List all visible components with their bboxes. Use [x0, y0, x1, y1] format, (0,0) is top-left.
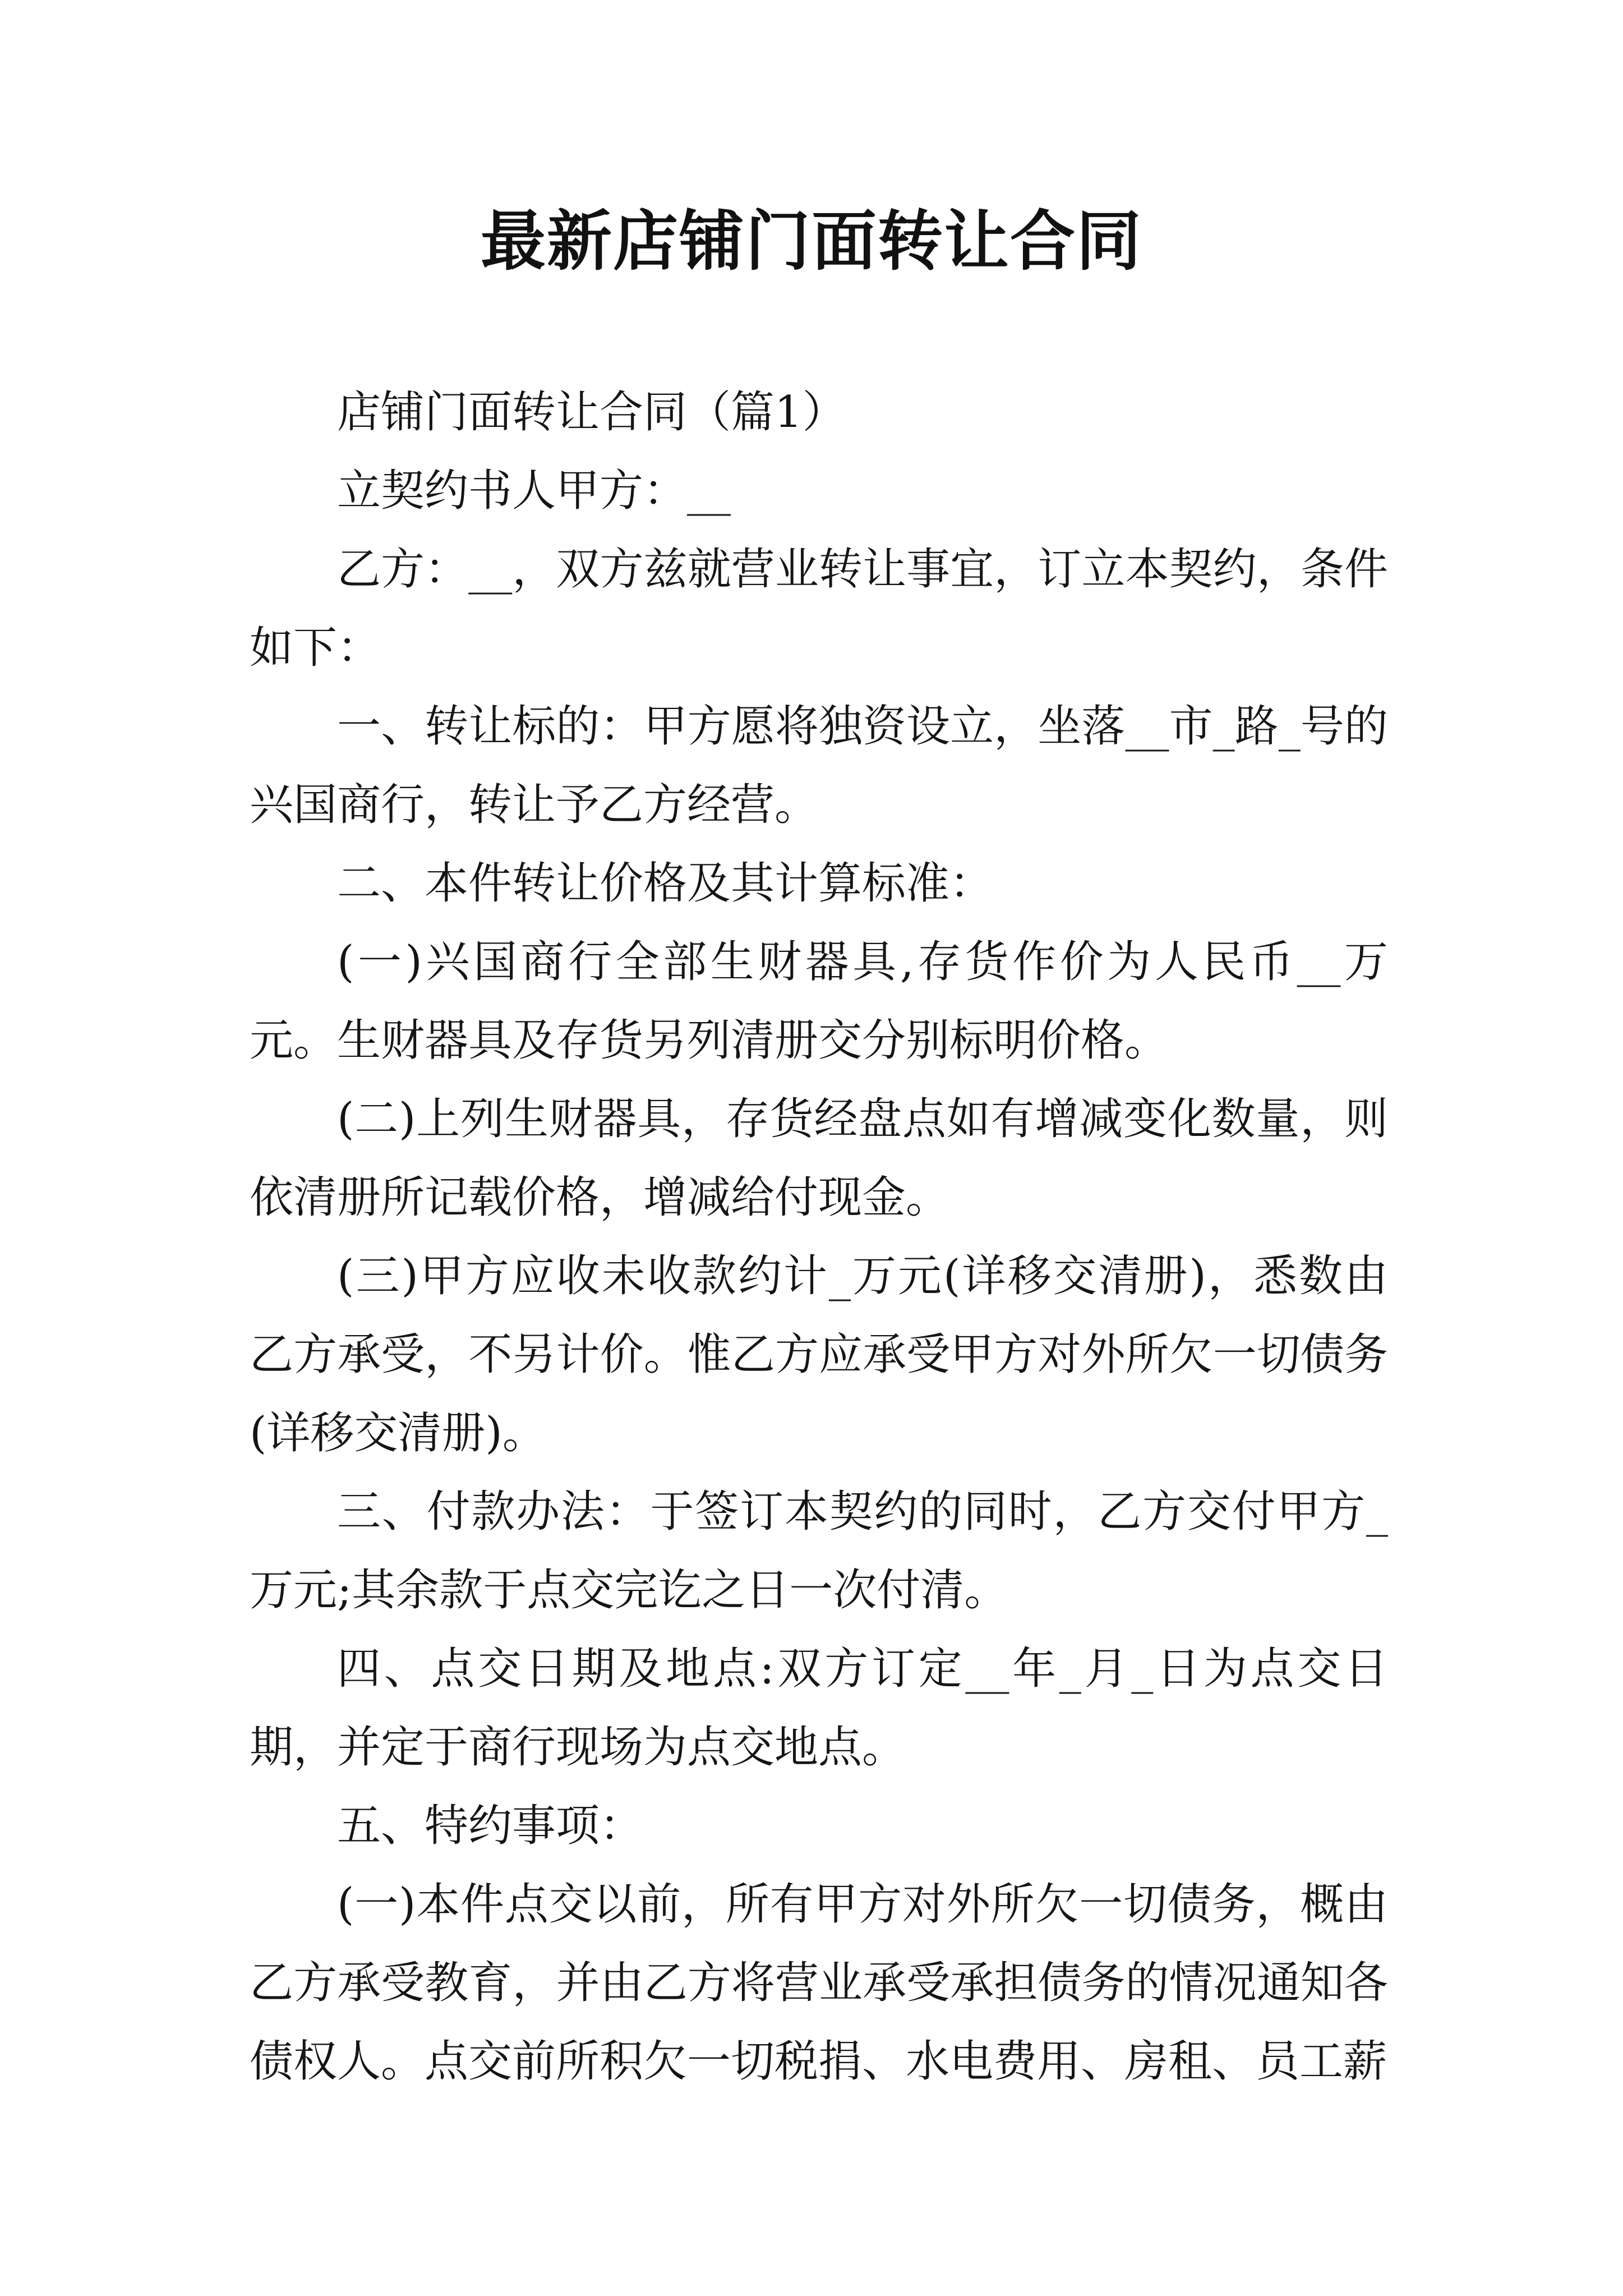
- paragraph-clause-2-3: (三)甲方应收未收款约计_万元(详移交清册)，悉数由乙方承受，不另计价。惟乙方应承受甲方对外所欠一切债务(详移交清册)。: [250, 1251, 1388, 1458]
- paragraph-clause-5: 五、特约事项：: [337, 1801, 644, 1851]
- paragraph-clause-2: 二、本件转让价格及其计算标准：: [337, 858, 994, 909]
- paragraph-clause-3: 三、付款办法：于签订本契约的同时，乙方交付甲方_万元;其余款于点交完讫之日一次付清。: [250, 1487, 1388, 1616]
- paragraph-clause-4: 四、点交日期及地点:双方订定__年_月_日为点交日期，并定于商行现场为点交地点。: [250, 1644, 1388, 1773]
- paragraph-section-heading: 店铺门面转让合同（篇1）: [337, 387, 846, 438]
- paragraph-clause-2-2: (二)上列生财器具，存货经盘点如有增减变化数量，则依清册所记载价格，增减给付现金。: [250, 1094, 1388, 1223]
- document-body: [250, 373, 1388, 2101]
- paragraph-party-a: 立契约书人甲方：__: [337, 466, 731, 516]
- paragraph-clause-2-1: (一)兴国商行全部生财器具,存货作价为人民币__万元。生财器具及存货另列清册交分别标明价格。: [250, 937, 1388, 1066]
- document-title: 最新店铺门面转让合同: [481, 203, 1142, 279]
- paragraph-clause-5-1: (一)本件点交以前，所有甲方对外所欠一切债务，概由乙方承受教育，并由乙方将营业承受承担债务的情况通知各债权人。点交前所积欠一切税捐、水电费用、房租、员工薪: [250, 1879, 1388, 2087]
- paragraph-party-b: 乙方：__，双方兹就营业转让事宜，订立本契约，条件如下：: [250, 544, 1388, 673]
- paragraph-clause-1: 一、转让标的：甲方愿将独资设立，坐落__市_路_号的兴国商行，转让予乙方经营。: [250, 701, 1388, 830]
